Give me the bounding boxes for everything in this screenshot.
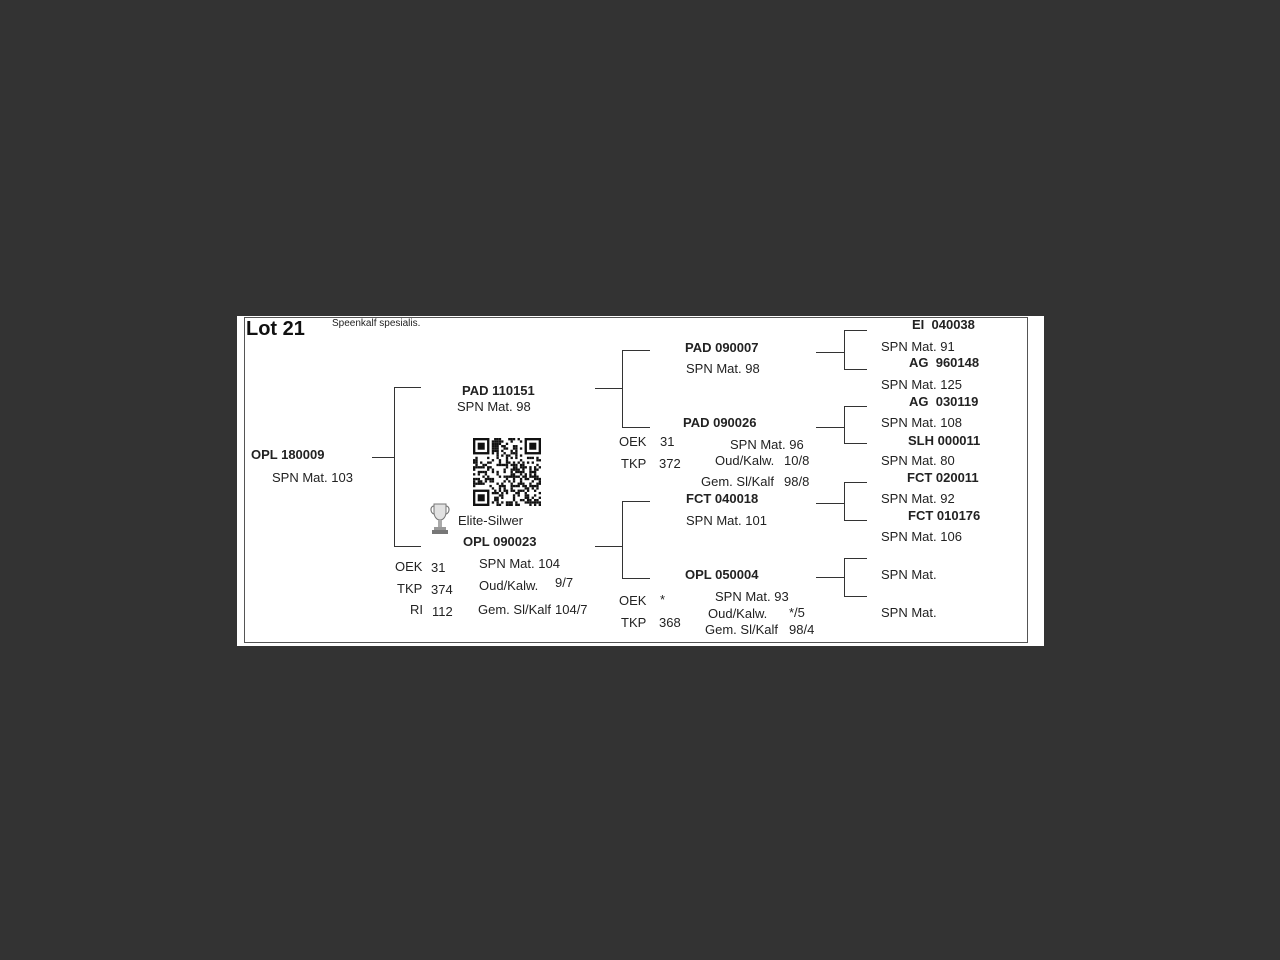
- connector-line: [844, 596, 867, 597]
- dam-id: OPL 090023: [463, 534, 537, 549]
- dam-spn: SPN Mat. 104: [479, 556, 560, 571]
- connector-line: [816, 427, 844, 428]
- connector-line: [844, 406, 867, 407]
- connector-line: [394, 546, 421, 547]
- connector-line: [844, 520, 867, 521]
- connector-line: [844, 482, 867, 483]
- dam-oek-label: OEK: [395, 559, 423, 574]
- ggp-3-spn: SPN Mat. 108: [881, 415, 962, 430]
- ggp-2-spn: SPN Mat. 125: [881, 377, 962, 392]
- connector-line: [372, 457, 394, 458]
- dam-tkp-value: 374: [431, 582, 453, 597]
- dam-dam-gem-value: 98/4: [789, 622, 815, 637]
- connector-line: [844, 482, 845, 520]
- ggp-1-spn: SPN Mat. 91: [881, 339, 955, 354]
- sire-sire-spn: SPN Mat. 98: [686, 361, 760, 376]
- dam-dam-oek-value: *: [660, 592, 666, 607]
- dam-oek-value: 31: [431, 560, 446, 575]
- dam-dam-id: OPL 050004: [685, 567, 759, 582]
- dam-oud-label: Oud/Kalw.: [479, 578, 539, 593]
- connector-line: [595, 546, 622, 547]
- dam-dam-tkp-value: 368: [659, 615, 681, 630]
- sire-spn: SPN Mat. 98: [457, 399, 531, 414]
- ggp-1-id: EI 040038: [912, 317, 975, 332]
- connector-line: [816, 577, 844, 578]
- ggp-6-id: FCT 010176: [908, 508, 981, 523]
- sire-sire-id: PAD 090007: [685, 340, 759, 355]
- dam-ri-value: 112: [432, 604, 453, 619]
- lot-number: Lot 21: [246, 318, 305, 340]
- connector-line: [844, 330, 867, 331]
- trophy-icon: [429, 502, 451, 536]
- connector-line: [844, 558, 867, 559]
- dam-dam-gem-label: Gem. Sl/Kalf: [705, 622, 778, 637]
- connector-line: [622, 501, 650, 502]
- sire-dam-spn: SPN Mat. 96: [730, 437, 804, 452]
- dam-dam-spn: SPN Mat. 93: [715, 589, 789, 604]
- dam-award: Elite-Silwer: [458, 513, 524, 528]
- subject-spn: SPN Mat. 103: [272, 470, 353, 485]
- sire-dam-oek-label: OEK: [619, 434, 647, 449]
- connector-line: [844, 369, 867, 370]
- sire-dam-tkp-label: TKP: [621, 456, 647, 471]
- ggp-4-id: SLH 000011: [908, 433, 981, 448]
- sire-dam-oud-label: Oud/Kalw.: [715, 453, 775, 468]
- ggp-4-spn: SPN Mat. 80: [881, 453, 955, 468]
- dam-dam-oud-value: */5: [789, 605, 805, 620]
- dam-gem-label: Gem. Sl/Kalf: [478, 602, 551, 617]
- sire-id: PAD 110151: [462, 383, 535, 398]
- qr-code-icon: [473, 438, 541, 506]
- ggp-2-id: AG 960148: [909, 355, 980, 370]
- ggp-5-id: FCT 020011: [907, 470, 979, 485]
- dam-sire-id: FCT 040018: [686, 491, 759, 506]
- connector-line: [844, 406, 845, 443]
- subject-id: OPL 180009: [251, 447, 325, 462]
- ggp-7-spn: SPN Mat.: [881, 567, 937, 582]
- dam-ri-label: RI: [410, 602, 423, 617]
- dam-dam-oud-label: Oud/Kalw.: [708, 606, 768, 621]
- connector-line: [816, 352, 844, 353]
- ggp-8-spn: SPN Mat.: [881, 605, 937, 620]
- dam-gem-value: 104/7: [555, 602, 588, 617]
- dam-dam-oek-label: OEK: [619, 593, 647, 608]
- sire-dam-oud-value: 10/8: [784, 453, 810, 468]
- ggp-6-spn: SPN Mat. 106: [881, 529, 962, 544]
- ggp-3-id: AG 030119: [909, 394, 979, 409]
- dam-tkp-label: TKP: [397, 581, 423, 596]
- dam-dam-tkp-label: TKP: [621, 615, 647, 630]
- connector-line: [394, 387, 395, 546]
- connector-line: [622, 578, 650, 579]
- connector-line: [844, 558, 845, 596]
- connector-line: [622, 350, 650, 351]
- sire-dam-tkp-value: 372: [659, 456, 681, 471]
- lot-note: Speenkalf spesialis.: [332, 318, 421, 329]
- connector-line: [844, 330, 845, 369]
- sire-dam-oek-value: 31: [660, 434, 675, 449]
- sire-dam-gem-value: 98/8: [784, 474, 810, 489]
- connector-line: [816, 503, 844, 504]
- dam-oud-value: 9/7: [555, 575, 574, 590]
- dam-sire-spn: SPN Mat. 101: [686, 513, 767, 528]
- connector-line: [622, 501, 623, 578]
- sire-dam-gem-label: Gem. Sl/Kalf: [701, 474, 774, 489]
- connector-line: [622, 427, 650, 428]
- connector-line: [844, 443, 867, 444]
- pedigree-sheet: [237, 316, 1044, 646]
- connector-line: [595, 388, 622, 389]
- ggp-5-spn: SPN Mat. 92: [881, 491, 955, 506]
- connector-line: [394, 387, 421, 388]
- sire-dam-id: PAD 090026: [683, 415, 757, 430]
- connector-line: [622, 350, 623, 427]
